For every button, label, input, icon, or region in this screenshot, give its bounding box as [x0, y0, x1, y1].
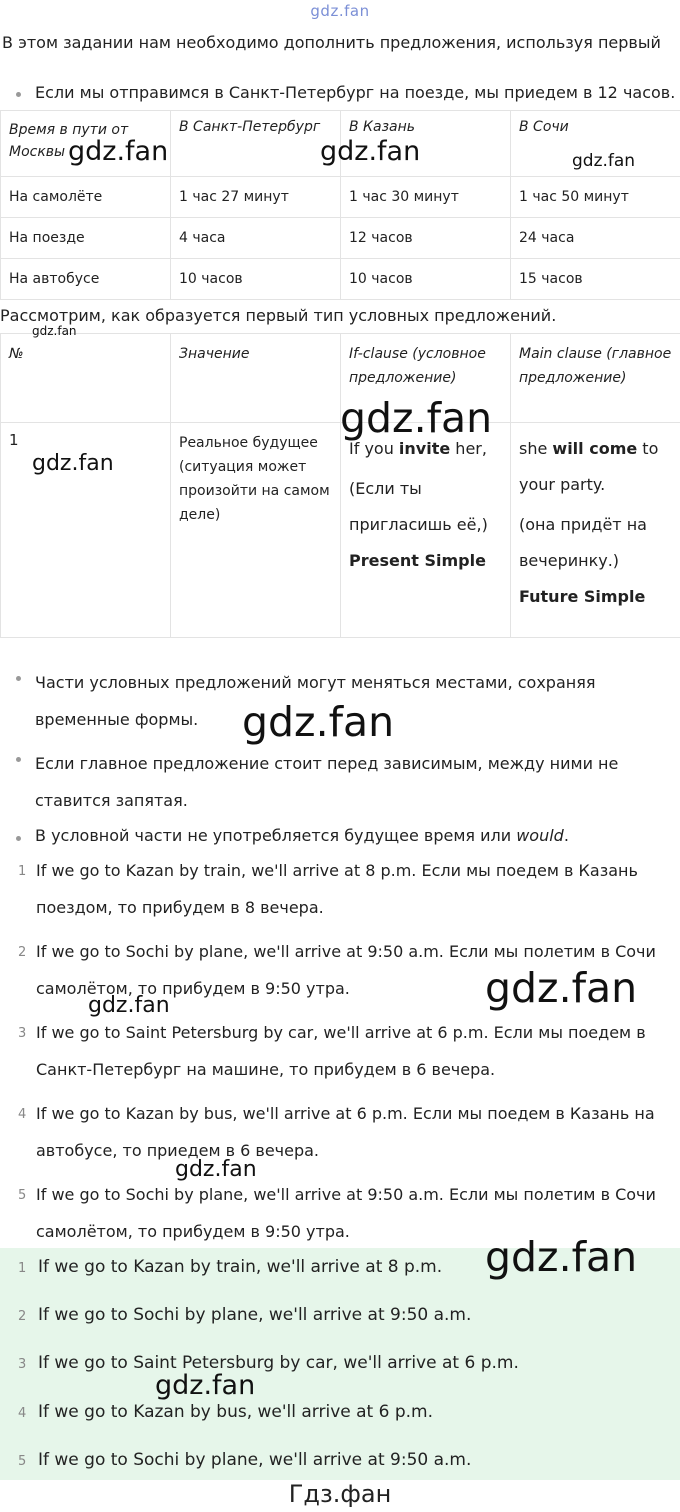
- table-cell: На автобусе: [1, 259, 171, 300]
- main-example: she will come to your party.: [519, 439, 659, 494]
- answer-number: 3: [18, 1026, 27, 1041]
- rule-meaning: Реальное будущее (ситуация может произойти на самом деле): [171, 423, 341, 638]
- answer-number: 5: [18, 1188, 27, 1203]
- main-clause-cell: [511, 423, 680, 638]
- table-row: [1, 177, 680, 218]
- table-cell: На поезде: [1, 218, 171, 259]
- watermark: gdz.fan: [88, 993, 170, 1018]
- bullet-example: Если мы отправимся в Санкт-Петербург на поезде, мы приедем в 12 часов.: [35, 83, 676, 102]
- if-translation: (Если ты пригласишь её,): [349, 479, 488, 534]
- note-item: Если главное предложение стоит перед зависимым, между ними не ставится запятая.: [35, 754, 619, 810]
- table-cell: 12 часов: [341, 218, 511, 259]
- rule-header: If-clause (условное предложение): [341, 334, 511, 423]
- watermark: gdz.fan: [175, 1157, 257, 1182]
- watermark: gdz.fan: [155, 1370, 256, 1401]
- answer-line: If we go to Sochi by plane, we'll arrive at 9:50 a.m. Если мы полетим в Сочи: [36, 942, 656, 961]
- table-cell: 1 час 27 минут: [171, 177, 341, 218]
- travel-header: В Казань: [341, 111, 511, 177]
- answer-line: автобусе, то приедем в 6 вечера.: [36, 1141, 320, 1160]
- final-answer-number: 5: [18, 1454, 27, 1469]
- answer-number: 2: [18, 945, 27, 960]
- bullet-marker: [16, 757, 21, 762]
- answer-line: If we go to Kazan by bus, we'll arrive at 6 p.m. Если мы поедем в Казань на: [36, 1104, 655, 1123]
- note-item: В условной части не употребляется будущее время или would.: [35, 826, 569, 845]
- final-answer-number: 4: [18, 1406, 27, 1421]
- answer-line: Санкт-Петербург на машине, то прибудем в 6 вечера.: [36, 1060, 496, 1079]
- watermark: gdz.fan: [242, 698, 395, 746]
- answer-line: If we go to Kazan by train, we'll arrive at 8 p.m. Если мы поедем в Казань: [36, 861, 638, 880]
- bullet-marker: [16, 92, 21, 97]
- rule-table: [0, 333, 680, 638]
- table-cell: 10 часов: [341, 259, 511, 300]
- rule-header: Значение: [171, 334, 341, 423]
- watermark: gdz.fan: [32, 451, 114, 476]
- rule-header: Main clause (главное предложение): [511, 334, 680, 423]
- main-translation: (она придёт на вечеринку.): [519, 515, 647, 570]
- travel-header: В Сочи: [511, 111, 680, 177]
- if-clause-cell: [341, 423, 511, 638]
- rule-intro: Рассмотрим, как образуется первый тип условных предложений.: [0, 306, 557, 325]
- watermark: gdz.fan: [320, 136, 421, 167]
- final-answer: If we go to Kazan by train, we'll arrive at 8 p.m.: [38, 1257, 443, 1277]
- watermark: gdz.fan: [572, 151, 636, 171]
- main-tense: Future Simple: [519, 587, 646, 606]
- cropped-line: [180, 62, 420, 68]
- watermark: gdz.fan: [32, 324, 77, 338]
- answer-number: 4: [18, 1107, 27, 1122]
- watermark: gdz.fan: [485, 964, 638, 1012]
- footer-logo: Гдз.фан: [288, 1480, 392, 1508]
- answer-line: самолётом, то прибудем в 9:50 утра.: [36, 1222, 350, 1241]
- table-row: [1, 218, 680, 259]
- final-answer: If we go to Sochi by plane, we'll arrive at 9:50 a.m.: [38, 1450, 472, 1470]
- bullet-marker: [16, 676, 21, 681]
- if-tense: Present Simple: [349, 551, 486, 570]
- if-example: If you invite her,: [349, 439, 487, 458]
- table-row: [1, 259, 680, 300]
- answer-line: поездом, то прибудем в 8 вечера.: [36, 898, 324, 917]
- final-answer: If we go to Sochi by plane, we'll arrive at 9:50 a.m.: [38, 1305, 472, 1325]
- intro-text: В этом задании нам необходимо дополнить предложения, используя первый: [2, 33, 661, 52]
- table-cell: На самолёте: [1, 177, 171, 218]
- bullet-marker: [16, 836, 21, 841]
- final-answer: If we go to Saint Petersburg by car, we'll arrive at 6 p.m.: [38, 1353, 519, 1373]
- table-cell: 1 час 50 минут: [511, 177, 680, 218]
- final-answer-number: 2: [18, 1309, 27, 1324]
- note-item: Части условных предложений могут меняться местами, сохраняя временные формы.: [35, 673, 596, 729]
- rule-header: №: [1, 334, 171, 423]
- watermark: gdz.fan: [68, 136, 169, 167]
- travel-header: В Санкт-Петербург: [171, 111, 341, 177]
- table-cell: 10 часов: [171, 259, 341, 300]
- answer-line: If we go to Saint Petersburg by car, we'll arrive at 6 p.m. Если мы поедем в: [36, 1023, 646, 1042]
- answer-line: самолётом, то прибудем в 9:50 утра.: [36, 979, 350, 998]
- watermark: gdz.fan: [340, 394, 493, 442]
- rule-num: 1: [1, 423, 171, 638]
- final-answer-number: 1: [18, 1261, 27, 1276]
- answer-line: If we go to Sochi by plane, we'll arrive at 9:50 a.m. Если мы полетим в Сочи: [36, 1185, 656, 1204]
- table-cell: 15 часов: [511, 259, 680, 300]
- table-cell: 4 часа: [171, 218, 341, 259]
- answer-number: 1: [18, 864, 27, 879]
- table-cell: 24 часа: [511, 218, 680, 259]
- table-cell: 1 час 30 минут: [341, 177, 511, 218]
- watermark: gdz.fan: [485, 1233, 638, 1281]
- site-logo: gdz.fan: [310, 2, 370, 20]
- final-answer-number: 3: [18, 1357, 27, 1372]
- travel-header: Время в пути от Москвы: [1, 111, 171, 177]
- final-answer: If we go to Kazan by bus, we'll arrive at 6 p.m.: [38, 1402, 434, 1422]
